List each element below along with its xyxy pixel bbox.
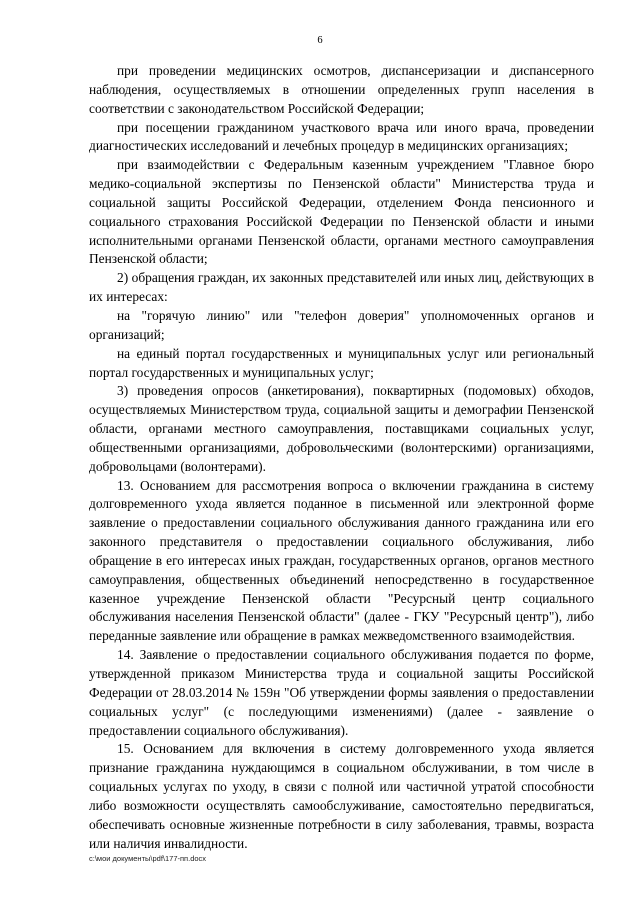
paragraph: при проведении медицинских осмотров, диспансеризации и диспансерного наблюдения, осуществляемых в отношении определенных групп населения в соответствии с законодательством Российской Федерации;	[89, 63, 594, 116]
paragraph: 15. Основанием для включения в систему долговременного ухода является признание гражданина нуждающимся в социальном обслуживании, в том числе в социальных услугах по уходу, в связи с полной или частичной утратой способности либо возможности осуществлять самообслуживание, самостоятельно передвигаться, обеспечивать основные жизненные потребности в силу заболевания, травмы, возраста или наличия инвалидности.	[89, 741, 594, 851]
paragraph: при взаимодействии с Федеральным казенным учреждением "Главное бюро медико-социальной экспертизы по Пензенской области" Министерства труда и социальной защиты Российской Федерации, отделением Фонда пенсионного и социального страхования Российской Федерации по Пензенской области и иными исполнительными органами Пензенской области, органами местного самоуправления Пензенской области;	[89, 157, 594, 267]
file-path-footer: c:\мои документы\pdf\177-пп.docx	[89, 854, 207, 863]
document-body	[89, 62, 594, 853]
paragraph: 13. Основанием для рассмотрения вопроса о включении гражданина в систему долговременного ухода является поданное в письменной или электронной форме заявление о предоставлении социального обслуживания данного гражданина или его законного представителя о предоставлении социального обслуживания, либо обращение в его интересах иных граждан, государственных органов, органов местного самоуправления, общественных объединений непосредственно в государственное казенное учреждение Пензенской области "Ресурсный центр социального обслуживания населения Пензенской области" (далее - ГКУ "Ресурсный центр"), либо переданные заявление или обращение в рамках межведомственного взаимодействия.	[89, 477, 594, 644]
paragraph: 14. Заявление о предоставлении социального обслуживания подается по форме, утвержденной приказом Министерства труда и социальной защиты Российской Федерации от 28.03.2014 № 159н "Об утверждении формы заявления о предоставлении социальных услуг" (с последующими изменениями) (далее - заявление о предоставлении социального обслуживания).	[89, 647, 594, 738]
paragraph: на "горячую линию" или "телефон доверия" уполномоченных органов и организаций;	[89, 307, 594, 342]
paragraph: на единый портал государственных и муниципальных услуг или региональный портал государственных и муниципальных услуг;	[89, 345, 594, 380]
paragraph: при посещении гражданином участкового врача или иного врача, проведении диагностических исследований и лечебных процедур в медицинских организациях;	[89, 119, 594, 154]
paragraph: 2) обращения граждан, их законных представителей или иных лиц, действующих в их интересах:	[89, 270, 594, 305]
paragraph: 3) проведения опросов (анкетирования), поквартирных (подомовых) обходов, осуществляемых Министерством труда, социальной защиты и демографии Пензенской области, органами местного самоуправления, поставщиками социальных услуг, общественными организациями, добровольческими (волонтерскими) организациями, добровольцами (волонтерами).	[89, 383, 594, 474]
page-number: 6	[317, 35, 323, 46]
